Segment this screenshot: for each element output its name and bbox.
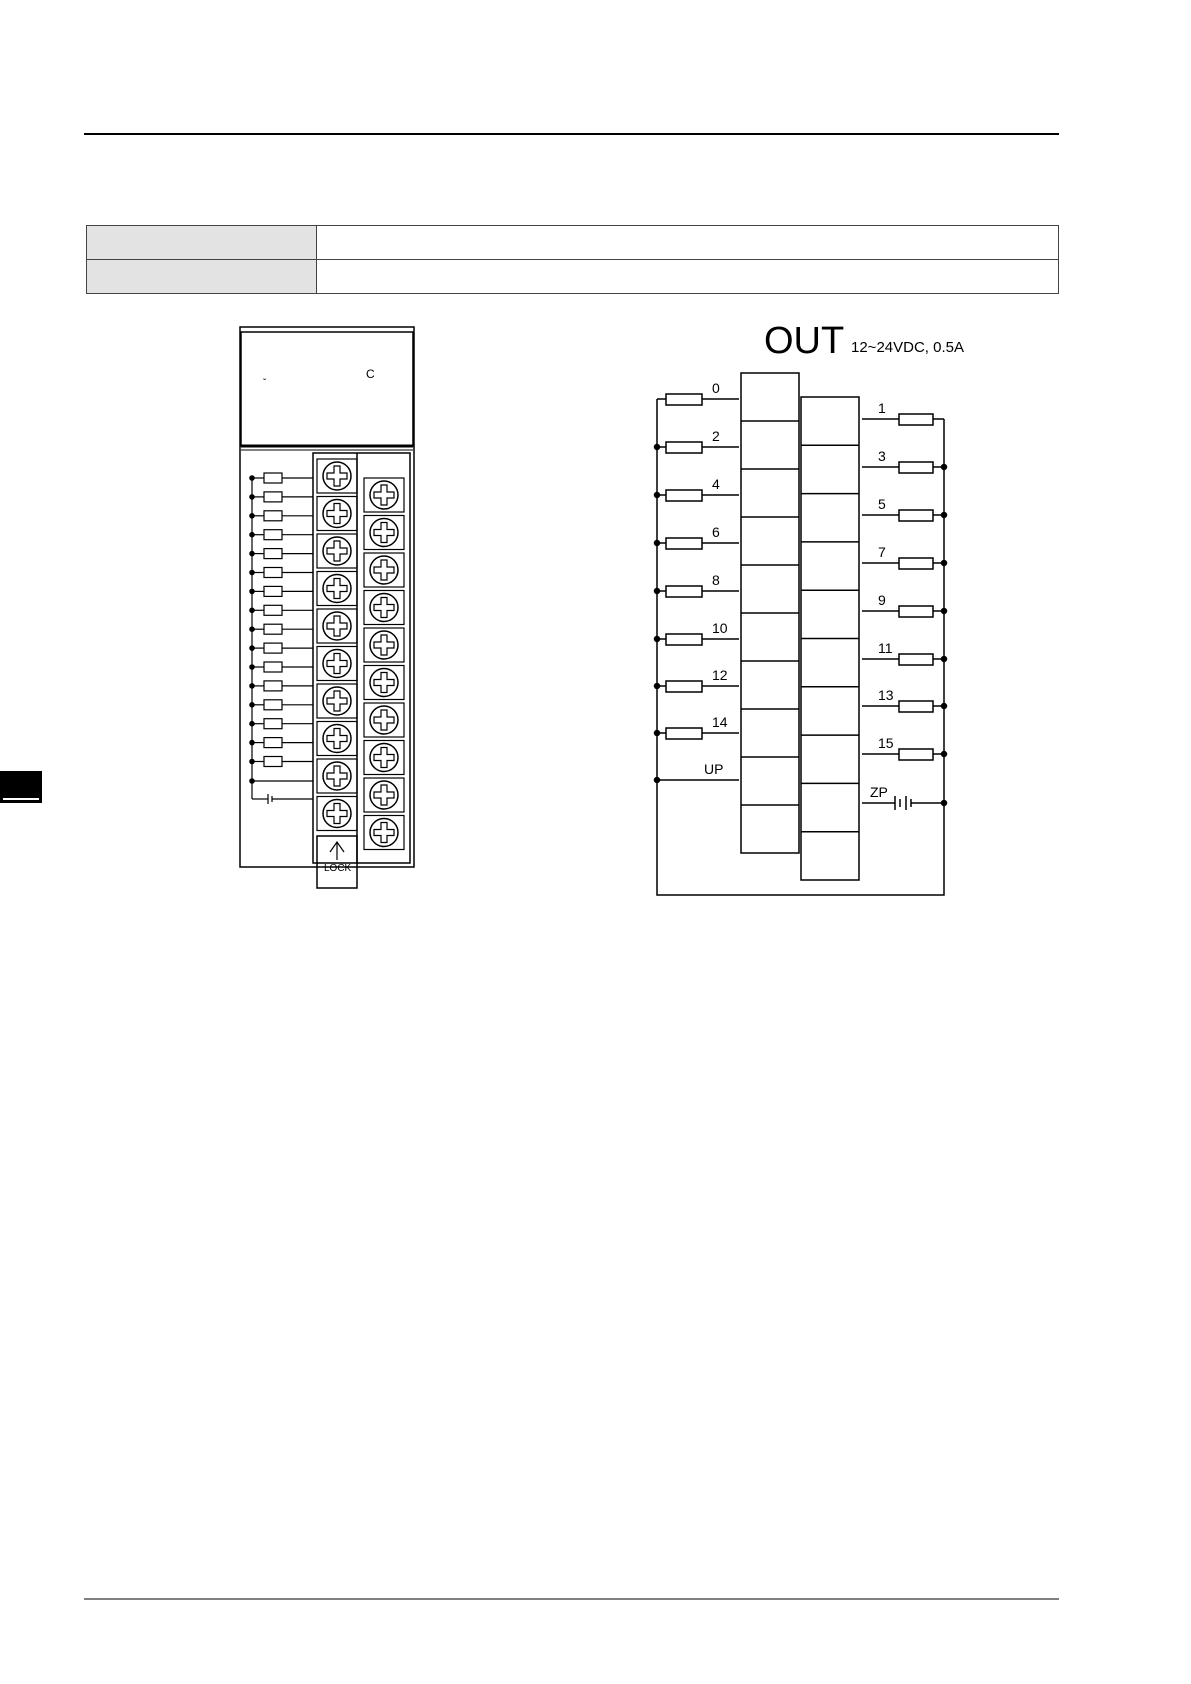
junction-dot [942,609,947,614]
terminal-label: 7 [878,544,886,560]
terminal-screw [317,647,357,681]
terminal-screw [317,609,357,643]
load-resistor [666,681,702,692]
terminal-label: 4 [712,476,720,492]
load-resistor [899,558,933,569]
load-resistor [264,549,282,559]
terminal-screw [317,497,357,531]
rating-label: 12~24VDC, 0.5A [851,339,964,356]
junction-dot [942,561,947,566]
terminal-label: 1 [878,400,886,416]
load-resistor [264,719,282,729]
terminal-label: 3 [878,448,886,464]
load-resistor [666,538,702,549]
load-resistor [666,394,702,405]
terminal-screw [317,797,357,831]
terminal-screw [364,741,404,775]
junction-dot [655,541,660,546]
terminal-screws-right [364,478,404,850]
lock-label: LOCK [324,863,352,874]
load-resistor [899,462,933,473]
terminal-screw [364,591,404,625]
load-resistor [899,701,933,712]
wiring-diagram [655,320,965,895]
load-resistor [666,728,702,739]
terminal-screw [364,628,404,662]
load-resistor [264,586,282,596]
terminal-screw [317,572,357,606]
junction-dot [942,801,947,806]
terminal-screw [364,666,404,700]
load-resistor [264,530,282,540]
terminal-screw [317,459,357,493]
junction-dot [655,589,660,594]
load-resistor [899,654,933,665]
load-resistor [264,492,282,502]
terminal-screw [317,684,357,718]
terminal-label: 9 [878,592,886,608]
load-resistor [264,681,282,691]
terminal-screw [317,534,357,568]
load-resistor [264,473,282,483]
load-resistor [899,510,933,521]
junction-dot [655,493,660,498]
load-resistor [666,634,702,645]
module-cover [241,332,413,446]
terminal-label: 5 [878,496,886,512]
module-load-wiring [250,473,313,804]
terminal-label: 8 [712,572,720,588]
load-resistor [264,738,282,748]
junction-dot [655,731,660,736]
load-resistor [899,606,933,617]
junction-dot [942,752,947,757]
terminal-screws-left [317,459,357,831]
terminal-screw [364,703,404,737]
junction-dot [942,704,947,709]
terminal-screw [364,553,404,587]
load-resistor [264,568,282,578]
terminal-screw [364,778,404,812]
terminal-label: ZP [870,784,888,800]
terminal-label: 6 [712,524,720,540]
diagram-heading: OUT [764,320,845,362]
terminal-label: 11 [878,640,893,656]
terminal-label: 14 [712,714,728,730]
terminal-label: 13 [878,687,894,703]
load-resistor [264,757,282,767]
terminal-label: 15 [878,735,894,751]
load-resistor [666,586,702,597]
load-resistor [264,700,282,710]
junction-dot [655,445,660,450]
load-resistor [666,490,702,501]
terminal-label: UP [704,761,724,777]
load-resistor [666,442,702,453]
load-resistor [264,624,282,634]
load-resistor [899,749,933,760]
junction-dot [942,657,947,662]
junction-dot [942,465,947,470]
terminal-screw [364,478,404,512]
load-resistor [264,511,282,521]
module-front-view [240,327,414,888]
terminal-screw [317,759,357,793]
front-mark: ˬ [263,370,267,381]
terminal-label: 2 [712,428,720,444]
terminal-screw [364,816,404,850]
load-resistor [899,414,933,425]
junction-dot [655,637,660,642]
load-resistor [264,643,282,653]
load-resistor [264,662,282,672]
load-resistor [264,605,282,615]
front-mark: C [366,367,375,381]
terminal-screw [364,516,404,550]
junction-dot [942,513,947,518]
junction-dot [655,778,660,783]
junction-dot [655,684,660,689]
terminal-label: 10 [712,620,728,636]
terminal-label: 12 [712,667,728,683]
wiring-lines [655,373,947,895]
terminal-label: 0 [712,380,720,396]
terminal-screw [317,722,357,756]
